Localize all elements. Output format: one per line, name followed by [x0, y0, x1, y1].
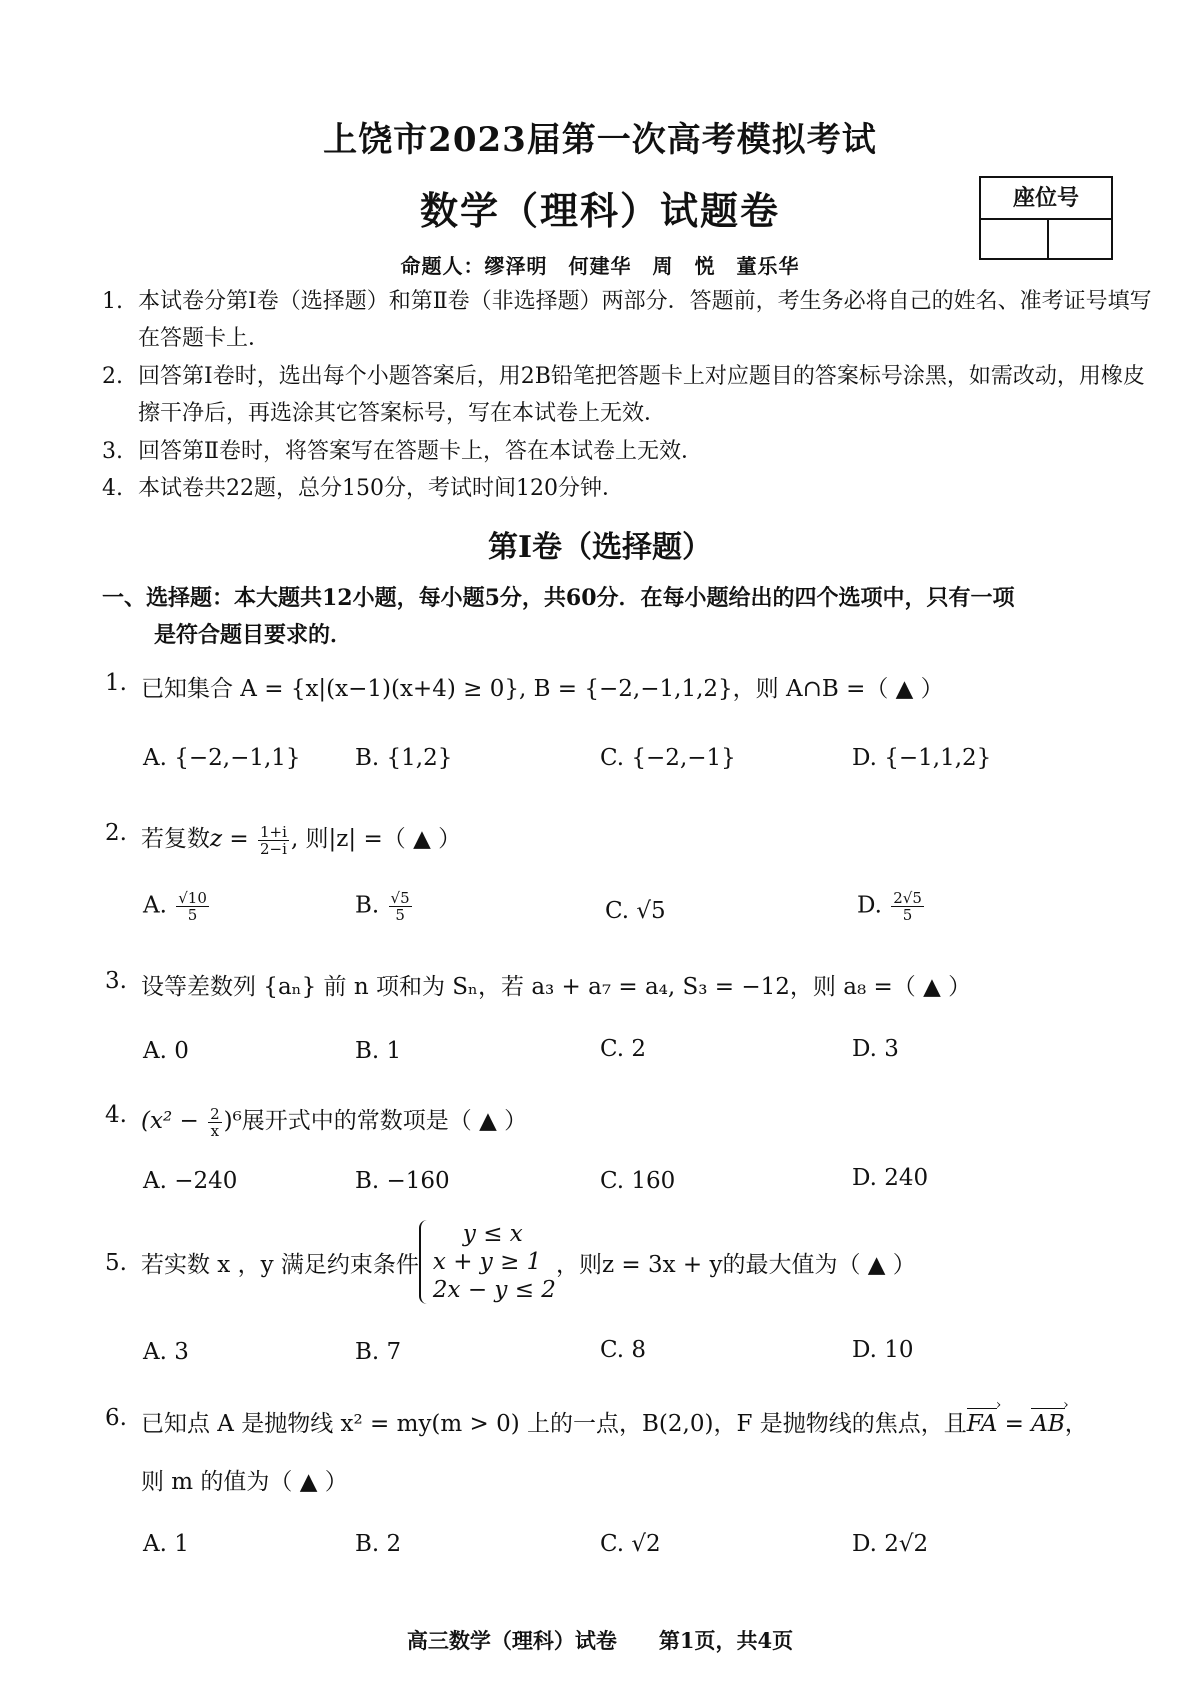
instruction-text: 回答第Ⅱ卷时，将答案写在答题卡上，答在本试卷上无效． — [138, 439, 703, 464]
instruction-1 — [102, 283, 1162, 357]
fraction-numerator: 2 — [210, 1104, 220, 1123]
fraction-numerator: 1+i — [260, 822, 287, 841]
option-label: C. — [605, 898, 630, 924]
option-c[interactable]: C. 8 — [600, 1337, 647, 1363]
stem-text: 已知点 A 是抛物线 x² = my(m > 0) 上的一点，B(2,0)，F 是抛物线的焦点，且 — [141, 1411, 967, 1437]
stem-text: 若实数 x ，y 满足约束条件 — [141, 1251, 419, 1278]
section-title: 第Ⅰ卷（选择题） — [487, 530, 713, 565]
fraction — [258, 824, 289, 857]
option-label: A. — [143, 892, 167, 919]
stem-text: )⁶展开式中的常数项是（ ▲ ） — [223, 1108, 528, 1134]
seat-number-label: 座位号 — [981, 178, 1111, 220]
instruction-number: 3. — [102, 439, 123, 464]
stem-text: ， — [1064, 1411, 1088, 1437]
paper-title: 数学（理科）试题卷 — [419, 188, 780, 233]
instruction-text: 回答第Ⅰ卷时，选出每个小题答案后，用2B铅笔把答题卡上对应题目的答案标号涂黑，如需改动，用橡皮擦干净后，再选涂其它答案标号，写在本试卷上无效． — [138, 364, 1145, 426]
authors-line: 命题人：缪泽明 何建华 周 悦 董乐华 — [400, 254, 800, 278]
seat-number-box — [979, 176, 1113, 260]
part-heading — [102, 580, 1162, 654]
page-footer: 高三数学（理科）试卷 第1页，共4页 — [406, 1628, 794, 1653]
option-label: B. — [355, 892, 380, 919]
constraint-system — [419, 1220, 556, 1304]
option-c[interactable]: C. {−2,−1} — [600, 745, 736, 771]
option-c[interactable]: C. 160 — [600, 1168, 676, 1194]
question-5 — [105, 1220, 1165, 1304]
part-heading-line-1: 一、选择题：本大题共12小题，每小题5分，共60分．在每小题给出的四个选项中，只有一项 — [102, 585, 1015, 611]
option-c[interactable]: C. 2 — [600, 1036, 647, 1062]
instruction-3 — [102, 433, 1162, 470]
fraction-numerator: √10 — [178, 889, 207, 907]
constraint-3: 2x − y ≤ 2 — [432, 1277, 556, 1303]
option-d[interactable]: D. {−1,1,2} — [852, 745, 992, 771]
option-d[interactable]: D. 10 — [852, 1337, 914, 1363]
stem-text: 若复数 — [141, 826, 210, 852]
question-stem — [141, 1220, 1165, 1304]
option-b[interactable]: B. {1,2} — [355, 745, 453, 771]
vector-fa: FA › — [967, 1411, 998, 1437]
instruction-2 — [102, 358, 1162, 432]
option-value: √5 — [636, 898, 666, 924]
question-1 — [105, 670, 1165, 703]
fraction — [389, 890, 412, 923]
stem-variable: z = — [210, 826, 249, 852]
stem-expression: (x² − — [141, 1108, 199, 1134]
question-stem-line-2: 则 m 的值为（ ▲ ） — [141, 1469, 348, 1495]
brace — [419, 1220, 431, 1304]
option-d[interactable]: D. 2√2 — [852, 1531, 929, 1557]
instruction-number: 1. — [102, 289, 123, 314]
question-number: 1. — [105, 670, 127, 696]
option-a[interactable]: A. {−2,−1,1} — [143, 745, 301, 771]
question-number: 6. — [105, 1405, 127, 1431]
option-c[interactable]: C. √2 — [600, 1531, 661, 1557]
option-a[interactable] — [143, 890, 211, 923]
option-b[interactable] — [355, 890, 414, 923]
question-number: 2. — [105, 820, 127, 846]
option-d[interactable]: D. 240 — [852, 1165, 929, 1191]
option-b[interactable]: B. 2 — [355, 1531, 402, 1557]
constraint-1: y ≤ x — [462, 1221, 523, 1247]
fraction — [208, 1106, 222, 1139]
option-b[interactable]: B. 1 — [355, 1038, 402, 1064]
instruction-number: 4. — [102, 476, 123, 501]
part-heading-line-2: 是符合题目要求的． — [154, 622, 353, 648]
instruction-4 — [102, 470, 1162, 507]
fraction-denominator: 5 — [187, 906, 198, 924]
stem-text: , 则|z| =（ ▲ ） — [290, 826, 462, 852]
fraction-denominator: 5 — [395, 906, 405, 924]
question-number: 3. — [105, 968, 127, 994]
option-a[interactable]: A. 1 — [143, 1531, 189, 1557]
question-6-line-2 — [105, 1463, 1165, 1496]
stem-equals: = — [997, 1411, 1032, 1437]
exam-title: 上饶市2023届第一次高考模拟考试 — [323, 120, 877, 160]
question-stem: 设等差数列 {aₙ} 前 n 项和为 Sₙ，若 a₃ + a₇ = a₄, S₃ = −12，则 a₈ =（ ▲ ） — [141, 974, 972, 1000]
instruction-number: 2. — [102, 364, 123, 389]
fraction — [891, 890, 924, 923]
option-d[interactable]: D. 3 — [852, 1036, 899, 1062]
option-c[interactable] — [605, 898, 666, 924]
instruction-text: 本试卷分第Ⅰ卷（选择题）和第Ⅱ卷（非选择题）两部分．答题前，考生务必将自己的姓名、准考证号填写在答题卡上． — [138, 289, 1152, 351]
vector-ab: AB › — [1031, 1411, 1065, 1437]
fraction-denominator: x — [210, 1121, 220, 1140]
question-number: 5. — [105, 1250, 127, 1276]
option-b[interactable]: B. −160 — [355, 1168, 450, 1194]
option-d[interactable] — [857, 890, 926, 923]
stem-text: ，则z = 3x + y的最大值为（ ▲ ） — [555, 1251, 916, 1278]
option-a[interactable]: A. −240 — [143, 1168, 238, 1194]
question-number: 4. — [105, 1102, 127, 1128]
fraction-numerator: 2√5 — [893, 889, 922, 907]
constraint-2: x + y ≥ 1 — [432, 1249, 542, 1275]
option-label: D. — [857, 892, 882, 919]
question-stem: 已知集合 A = {x|(x−1)(x+4) ≥ 0}, B = {−2,−1,1,2}，则 A∩B =（ ▲ ） — [141, 676, 944, 702]
seat-box-divider — [1047, 218, 1049, 258]
option-a[interactable]: A. 0 — [143, 1038, 189, 1064]
fraction-numerator: √5 — [390, 889, 410, 907]
fraction-denominator: 5 — [902, 906, 913, 924]
question-2 — [105, 820, 1165, 857]
fraction — [176, 890, 209, 923]
question-3 — [105, 968, 1165, 1001]
question-4 — [105, 1102, 1165, 1139]
question-stem — [141, 1102, 1165, 1139]
fraction-denominator: 2−i — [260, 839, 287, 858]
option-a[interactable]: A. 3 — [143, 1339, 189, 1365]
question-6 — [105, 1405, 1165, 1438]
option-b[interactable]: B. 7 — [355, 1339, 402, 1365]
question-stem — [141, 820, 1165, 857]
question-stem — [141, 1405, 1165, 1438]
instruction-text: 本试卷共22题，总分150分，考试时间120分钟． — [138, 476, 624, 501]
